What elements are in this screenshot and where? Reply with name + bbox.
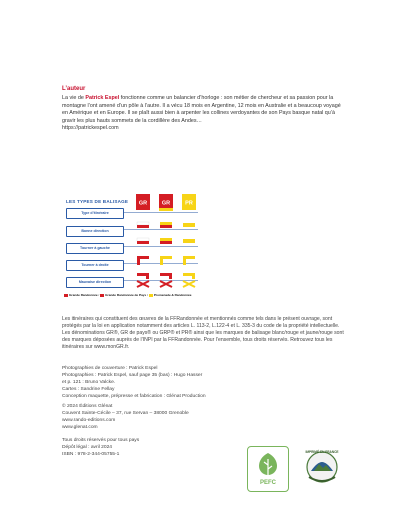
author-website: https://patrickespel.com bbox=[62, 125, 119, 132]
bio-intro: La vie de bbox=[62, 95, 86, 101]
author-name: Patrick Espel bbox=[85, 95, 120, 101]
credit-line: Photographies de couverture : Patrick Espel bbox=[62, 366, 158, 371]
rights-line: Dépôt légal : avril 2024 bbox=[62, 444, 113, 450]
grp-tag-text: GR bbox=[161, 200, 171, 207]
author-heading: L’auteur bbox=[62, 86, 86, 92]
yellow-stripe-icon bbox=[183, 239, 195, 243]
legend-row-label: Tourner à droite bbox=[66, 260, 124, 271]
turn-right-icon bbox=[137, 273, 149, 279]
turn-right-icon bbox=[160, 273, 172, 279]
yellow-stripe-icon bbox=[183, 223, 195, 227]
rights-line: ISBN : 978-2-344-05755-1 bbox=[62, 451, 120, 457]
credit-line: Photographies : Patrick Espel, sauf page 35 (bas) : Hugo Hasser bbox=[62, 372, 203, 378]
rights-line: Tous droits réservés pour tous pays bbox=[62, 438, 140, 443]
yellow-stripe-icon bbox=[160, 222, 172, 225]
markings-grid bbox=[62, 192, 200, 292]
pr-tag-text: PR bbox=[185, 200, 193, 207]
badge-text: IMPRIMÉ EN FRANCE bbox=[305, 450, 339, 454]
publisher-line: © 2024 Éditions Glénat bbox=[62, 404, 113, 409]
red-stripe-icon bbox=[137, 225, 149, 228]
pefc-text: PEFC bbox=[259, 480, 277, 486]
wrong-way-icon bbox=[160, 281, 172, 287]
wrong-way-icon bbox=[137, 281, 149, 287]
author-bio bbox=[62, 95, 342, 133]
photo-credits bbox=[62, 366, 322, 401]
red-stripe-icon bbox=[137, 241, 149, 244]
gr-tag-text: GR bbox=[138, 200, 148, 207]
legend-title: LES TYPES DE BALISAGE bbox=[66, 199, 129, 204]
legend-row-label: Bonne direction bbox=[66, 226, 124, 237]
grp-yellow-band-icon bbox=[159, 208, 173, 211]
markings-legend bbox=[62, 192, 200, 307]
legend-row-label: Type d’itinéraire bbox=[66, 208, 124, 219]
printed-in-france-badge bbox=[301, 445, 343, 493]
red-stripe-icon bbox=[160, 225, 172, 228]
publisher-line: Couvent Sainte-Cécile – 37, rue Servan – 38000 Grenoble bbox=[62, 410, 189, 416]
yellow-stripe-icon bbox=[160, 238, 172, 241]
credit-line: Conception maquette, prépresse et fabrication : Glénat Production bbox=[62, 393, 206, 399]
publisher-line: www.rando-editions.com bbox=[62, 417, 116, 423]
credit-line: Cartes : Sandrine Fellay bbox=[62, 386, 115, 392]
pefc-logo bbox=[247, 446, 289, 492]
turn-right-icon bbox=[183, 273, 195, 279]
gr-swatch-icon bbox=[64, 294, 68, 297]
legend-row-label: Tourner à gauche bbox=[66, 243, 124, 254]
legal-notice: Les itinéraires qui constituent des œuvres de la FFRandonnée et mentionnés comme tels dans le présent ouvrage, sont protégés par la loi en application notamment des articles L. 113-2, L.122-4 et L. 335-3 du code de la propriété intellectuelle. Les dénominations GR®, GR de pays® ou GRP® et PR® ainsi que les marques de balisage blanc/rouge et jaune/rouge sont des marques déposées auprès de l’INPI par la FFRandonnée. Pour l’ensemble, tous droits réservés. Retrouvez tous les itinéraires sur www.monGR.fr. bbox=[62, 316, 344, 350]
printed-badge-icon bbox=[301, 445, 343, 493]
publisher-line: www.glenat.com bbox=[62, 424, 98, 430]
red-stripe-icon bbox=[160, 241, 172, 244]
legend-row-label: Mauvaise direction bbox=[66, 277, 124, 288]
grp-swatch-icon bbox=[100, 294, 104, 297]
pr-swatch-icon bbox=[149, 294, 153, 297]
white-stripe-icon bbox=[137, 238, 149, 241]
wrong-way-icon bbox=[183, 281, 195, 287]
pefc-tree-icon bbox=[248, 447, 288, 491]
credit-line: et p. 121 : Bruno Valcke. bbox=[62, 379, 116, 385]
white-stripe-icon bbox=[137, 222, 149, 225]
publisher-info bbox=[62, 404, 322, 432]
legend-footnote: Grande Randonnée / Grande Randonnée de Pays / Promenade & Randonnée bbox=[64, 293, 191, 297]
bio-rest: fonctionne comme un balancier d’horloge : son métier de chercheur et sa passion pour la montagne l’ont amené d’un pôle à l’autre. Il a vécu 18 mois en Argentine, 12 mois en Australie et a beaucoup voyagé en Amérique et en Europe. Il se plaît aussi bien à arpenter les collines verdoyantes de son Pays basque natal qu’à gravir les plus hauts sommets de la cordillère des Andes… bbox=[62, 95, 341, 124]
